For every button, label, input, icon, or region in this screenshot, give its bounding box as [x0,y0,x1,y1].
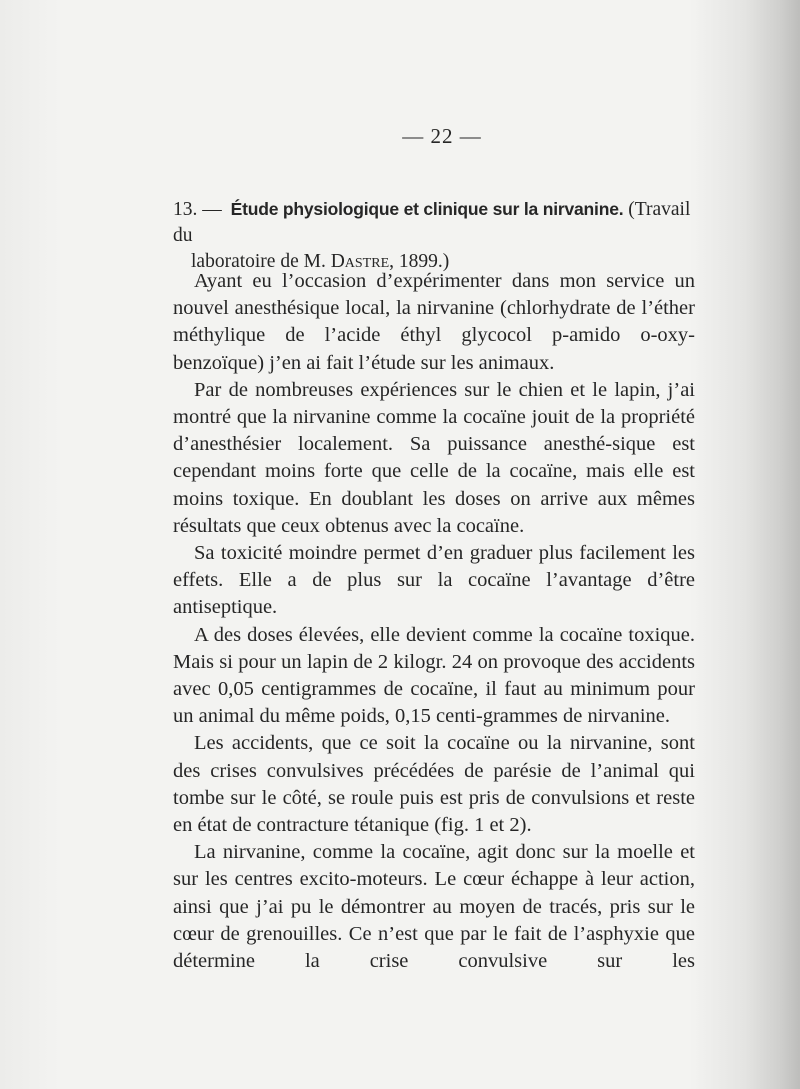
entry-note-lab: laboratoire de M. [191,251,326,272]
paragraph-2: Par de nombreuses expériences sur le chien et le lapin, j’ai montré que la nirvanine comme la cocaïne jouit de la propriété d’anesthésier localement. Sa puissance anesthé-sique est cependant moins forte que celle de la cocaïne, mais elle est moins toxique. En doublant les doses on arrive aux mêmes résultats que ceux obtenus avec la cocaïne. [173,378,695,537]
entry-title: Étude physiologique et clinique sur la nirvanine. [230,199,624,219]
entry-note-name: Dastre [330,251,390,272]
entry-note-start: (Travail du [173,199,691,246]
page-number: — 22 — [402,124,482,148]
paragraph-4: A des doses élevées, elle devient comme la cocaïne toxique. Mais si pour un lapin de 2 kilogr. 24 on provoque des accidents avec 0,05 centigrammes de cocaïne, il faut au minimum pour un animal du même poids, 0,15 centi-grammes de nirvanine. [173,623,695,728]
body-text [173,268,695,975]
entry-note-year: , 1899.) [389,251,450,272]
paragraph-3: Sa toxicité moindre permet d’en graduer plus facilement les effets. Elle a de plus sur la cocaïne l’avantage d’être antiseptique. [173,542,695,619]
entry-number: 13. — [173,199,222,220]
paragraph-6: La nirvanine, comme la cocaïne, agit donc sur la moelle et sur les centres excito-moteurs. Le cœur échappe à leur action, ainsi que j’ai pu le démontrer au moyen de tracés, pris sur le cœur de grenouilles. Ce n’est que par le fait de l’asphyxie que détermine la crise convulsive sur les [173,841,695,973]
bibliography-entry [173,196,703,275]
paragraph-1: Ayant eu l’occasion d’expérimenter dans mon service un nouvel anesthésique local, la nirvanine (chlorhydrate de l’éther méthylique de l’acide éthyl glycocol p-amido o-oxy-benzoïque) j’en ai fait l’étude sur les animaux. [173,270,695,374]
paragraph-5: Les accidents, que ce soit la cocaïne ou la nirvanine, sont des crises convulsives précédées de parésie de l’animal qui tombe sur le côté, se roule puis est pris de convulsions et reste en état de contracture tétanique (fig. 1 et 2). [173,732,695,837]
